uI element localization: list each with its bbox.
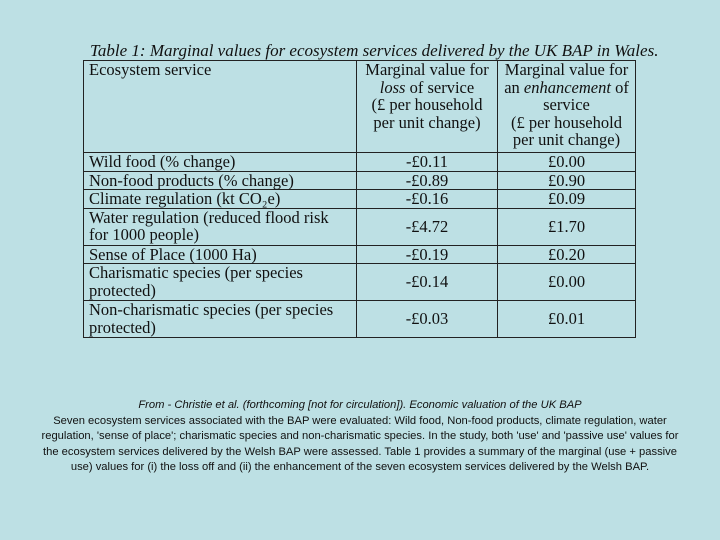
marginal-values-table bbox=[83, 60, 636, 338]
header-enh-emphasis: enhancement bbox=[523, 77, 611, 97]
table-row bbox=[84, 153, 636, 172]
enhancement-cell: £0.00 bbox=[498, 153, 636, 172]
caption bbox=[40, 398, 680, 476]
header-loss-emphasis: loss bbox=[379, 77, 406, 97]
header-loss-unit: (£ per household per unit change) bbox=[371, 95, 483, 132]
table-row bbox=[84, 264, 636, 301]
table-row bbox=[84, 301, 636, 338]
table-title: Table 1: Marginal values for ecosystem services delivered by the UK BAP in Wales. bbox=[90, 41, 659, 60]
table-header-row bbox=[84, 61, 636, 153]
table-row bbox=[84, 171, 636, 190]
table-row bbox=[84, 208, 636, 245]
header-enh-text: Marginal value for an bbox=[504, 60, 629, 97]
loss-cell: -£0.03 bbox=[357, 301, 498, 338]
enhancement-cell: £1.70 bbox=[498, 208, 636, 245]
enhancement-cell: £0.01 bbox=[498, 301, 636, 338]
service-cell: Climate regulation (kt CO₂e) bbox=[84, 190, 357, 209]
service-cell: Non-food products (% change) bbox=[84, 171, 357, 190]
service-cell: Charismatic species (per species protected) bbox=[84, 264, 357, 301]
service-cell: Water regulation (reduced flood risk for 1000 people) bbox=[84, 208, 357, 245]
header-loss bbox=[357, 61, 498, 153]
loss-cell: -£0.11 bbox=[357, 153, 498, 172]
service-cell: Sense of Place (1000 Ha) bbox=[84, 245, 357, 264]
caption-source: From - Christie et al. (forthcoming [not for circulation]). Economic valuation of the UK BAP bbox=[138, 399, 582, 411]
table-row bbox=[84, 245, 636, 264]
enhancement-cell: £0.09 bbox=[498, 190, 636, 209]
header-enh-unit: (£ per household per unit change) bbox=[511, 112, 622, 149]
loss-cell: -£4.72 bbox=[357, 208, 498, 245]
header-service: Ecosystem service bbox=[84, 61, 357, 153]
service-cell: Wild food (% change) bbox=[84, 153, 357, 172]
caption-body: Seven ecosystem services associated with the BAP were evaluated: Wild food, Non-food products, climate regulation, water regulation, 'sense of place'; charismatic species and non-charismatic species. In the study, both 'use' and 'passive use' values for the ecosystem services delivered by the Welsh BAP were assessed. Table 1 provides a summary of the marginal (use + passive use) values for (i) the loss off and (ii) the enhancement of the seven ecosystem services delivered by the Welsh BAP. bbox=[41, 414, 679, 474]
service-cell: Non-charismatic species (per species protected) bbox=[84, 301, 357, 338]
header-loss-text: Marginal value for bbox=[365, 60, 489, 79]
loss-cell: -£0.14 bbox=[357, 264, 498, 301]
loss-cell: -£0.16 bbox=[357, 190, 498, 209]
header-loss-text-2: of service bbox=[405, 77, 475, 97]
loss-cell: -£0.19 bbox=[357, 245, 498, 264]
enhancement-cell: £0.90 bbox=[498, 171, 636, 190]
enhancement-cell: £0.00 bbox=[498, 264, 636, 301]
header-enhancement bbox=[498, 61, 636, 153]
loss-cell: -£0.89 bbox=[357, 171, 498, 190]
table-row bbox=[84, 190, 636, 209]
header-enh-text-2: of service bbox=[543, 77, 629, 114]
enhancement-cell: £0.20 bbox=[498, 245, 636, 264]
